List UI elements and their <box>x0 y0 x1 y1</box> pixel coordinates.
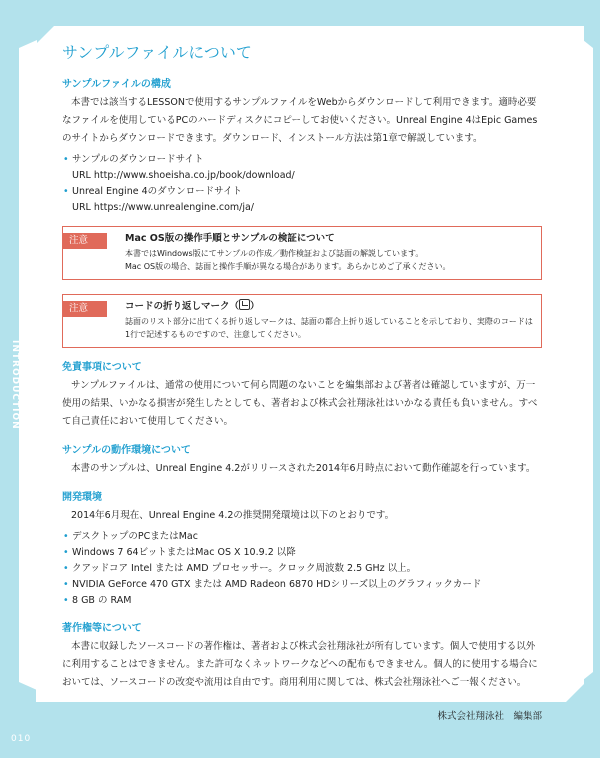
download-links <box>62 152 542 216</box>
note-line: 誌面のリスト部分に出てくる折り返しマークは、誌面の都合上折り返していることを示しており、実際のコードは1行で記述するものですので、注意してください。 <box>125 317 533 339</box>
section-heading-copyright: 著作権等について <box>62 623 142 634</box>
section-body-sample: 本書では該当するLESSONで使用するサンプルファイルをWebからダウンロードして利用できます。適時必要なファイルを使用しているPCのハードディスクにコピーしてお使いください。Unreal Engine 4はEpic Gamesのサイトからダウンロードできます。ダウンロード、インストール方法は第1章で解説しています。 <box>62 97 538 144</box>
page-title: サンプルファイルについて <box>62 43 252 62</box>
list-item: • サンプルのダウンロードサイト <box>62 152 542 168</box>
note-title: Mac OS版の操作手順とサンプルの検証について <box>125 233 335 244</box>
side-label: INTRODUCTION <box>10 340 20 430</box>
page-number: 010 <box>11 734 32 744</box>
list-item: • デスクトップのPCまたはMac <box>62 529 542 545</box>
section-body-env: 本書のサンプルは、Unreal Engine 4.2がリリースされた2014年6月時点において動作確認を行っています。 <box>71 463 536 474</box>
page-content <box>62 40 542 722</box>
right-tab-decoration <box>583 40 593 680</box>
section-heading-sample: サンプルファイルの構成 <box>62 79 171 90</box>
signature: 株式会社翔泳社 編集部 <box>437 711 542 722</box>
note-line: 本書ではWindows版にてサンプルの作成／動作検証および誌面の解説しています。 <box>125 249 424 258</box>
download-url[interactable]: URL http://www.shoeisha.co.jp/book/download/ <box>72 170 295 181</box>
return-arrow-icon <box>239 299 250 310</box>
list-item: • NVIDIA GeForce 470 GTX または AMD Radeon 6870 HDシリーズ以上のグラフィックカード <box>62 577 542 593</box>
section-heading-dev: 開発環境 <box>62 492 102 503</box>
list-item: • 8 GB の RAM <box>62 593 542 609</box>
note-title: コードの折り返しマーク（ ） <box>125 301 260 312</box>
section-body-dev: 2014年6月現在、Unreal Engine 4.2の推奨開発環境は以下のとおりです。 <box>71 510 395 521</box>
section-body-copyright: 本書に収録したソースコードの著作権は、著者および株式会社翔泳社が所有しています。個人で使用する以外に利用することはできません。また許可なくネットワークなどへの配布もできません。個人的に使用する場合においては、ソースコードの改変や流用は自由です。商用利用に関しては、株式会社翔泳社へご一報ください。 <box>62 641 538 688</box>
section-body-disclaimer: サンプルファイルは、通常の使用について何ら問題のないことを編集部および著者は確認していますが、万一使用の結果、いかなる損害が発生したとしても、著者および株式会社翔泳社はいかなる責任も負いません。すべて自己責任において使用してください。 <box>62 380 538 427</box>
list-item: • クアッドコア Intel または AMD プロセッサー。クロック周波数 2.5 GHz 以上。 <box>62 561 542 577</box>
note-line: Mac OS版の場合、誌面と操作手順が異なる場合があります。あらかじめご了承ください。 <box>125 262 451 271</box>
dev-requirements <box>62 529 542 609</box>
download-url[interactable]: URL https://www.unrealengine.com/ja/ <box>72 202 254 213</box>
note-tag: 注意 <box>63 233 107 249</box>
note-tag: 注意 <box>63 301 107 317</box>
list-item: • Unreal Engine 4のダウンロードサイト <box>62 184 542 200</box>
note-box-wrap-mark <box>62 294 542 348</box>
note-box-macos <box>62 226 542 280</box>
section-heading-disclaimer: 免責事項について <box>62 362 142 373</box>
section-heading-env: サンプルの動作環境について <box>62 445 191 456</box>
left-tab-decoration <box>19 40 37 690</box>
list-item: • Windows 7 64ビットまたはMac OS X 10.9.2 以降 <box>62 545 542 561</box>
